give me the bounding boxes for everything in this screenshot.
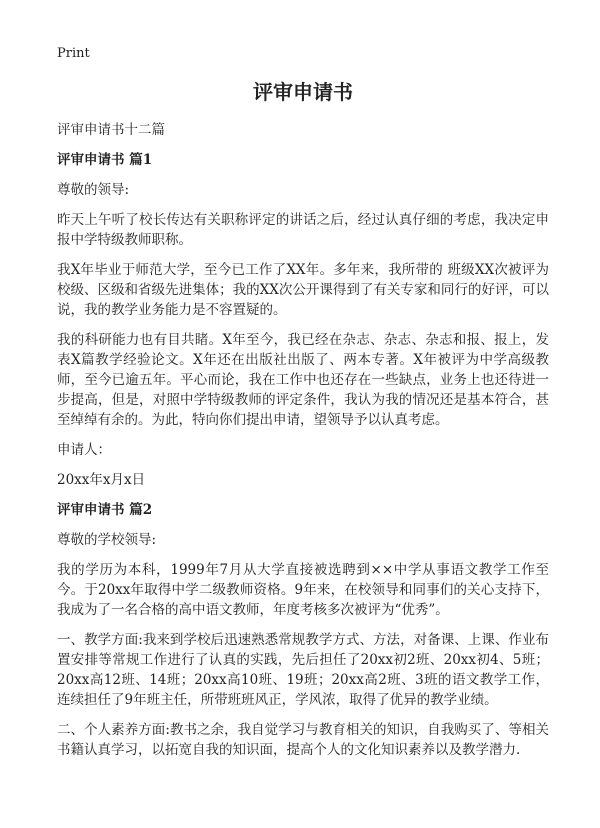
paragraph: 我X年毕业于师范大学，至今已工作了XX年。多年来，我所带的 班级XX次被评为校级、区级和省级先进集体；我的XX次公开课得到了有关专家和同行的好评，可以说，我的教学业务能力是不容置疑的。 [57, 262, 549, 318]
paragraph: 一、教学方面:我来到学校后迅速熟悉常规教学方式、方法，对备课、上课、作业布置安排等常规工作进行了认真的实践，先后担任了20xx初2班、20xx初4、5班；20xx高12班、14班；20xx高10班、19班；20xx高2班、3班的语文教学工作，连续担任了9年班主任，所带班班风正，学风浓，取得了优异的教学业绩。 [57, 632, 549, 708]
paragraph: 我的学历为本科，1999年7月从大学直接被选聘到××中学从事语文教学工作至今。于20xx年取得中学二级教师资格。9年来，在校领导和同事们的关心支持下，我成为了一名合格的高中语文教师，年度考核多次被评为“优秀”。 [57, 562, 549, 618]
subtitle: 评审申请书十二篇 [57, 122, 165, 138]
print-link[interactable]: Print [57, 46, 90, 61]
paragraph: 二、个人素养方面:教书之余，我自觉学习与教育相关的知识，自我购买了、等相关书籍认真学习，以拓宽自我的知识面，提高个人的文化知识素养以及教学潜力. [57, 722, 549, 758]
salutation: 尊敬的学校领导: [57, 532, 157, 548]
date: 20xx年x月x日 [57, 472, 146, 488]
document [57, 44, 549, 770]
section-heading: 评审申请书 篇2 [57, 502, 153, 518]
salutation: 尊敬的领导: [57, 182, 130, 198]
applicant-label: 申请人： [57, 442, 111, 458]
page-title: 评审申请书 [253, 80, 353, 104]
paragraph: 我的科研能力也有目共睹。X年至今，我已经在杂志、杂志、杂志和报、报上，发表X篇教学经验论文。X年还在出版社出版了、两本专著。X年被评为中学高级教师，至今已逾五年。平心而论，我在工作中也还存在一些缺点，业务上也还待进一步提高，但是，对照中学特级教师的评定条件，我认为我的情况还是基本符合，甚至绰绰有余的。为此，特向你们提出申请，望领导予以认真考虑。 [57, 332, 549, 428]
section-heading: 评审申请书 篇1 [57, 152, 153, 168]
paragraph: 昨天上午听了校长传达有关职称评定的讲话之后，经过认真仔细的考虑，我决定申报中学特级教师职称。 [57, 212, 549, 248]
